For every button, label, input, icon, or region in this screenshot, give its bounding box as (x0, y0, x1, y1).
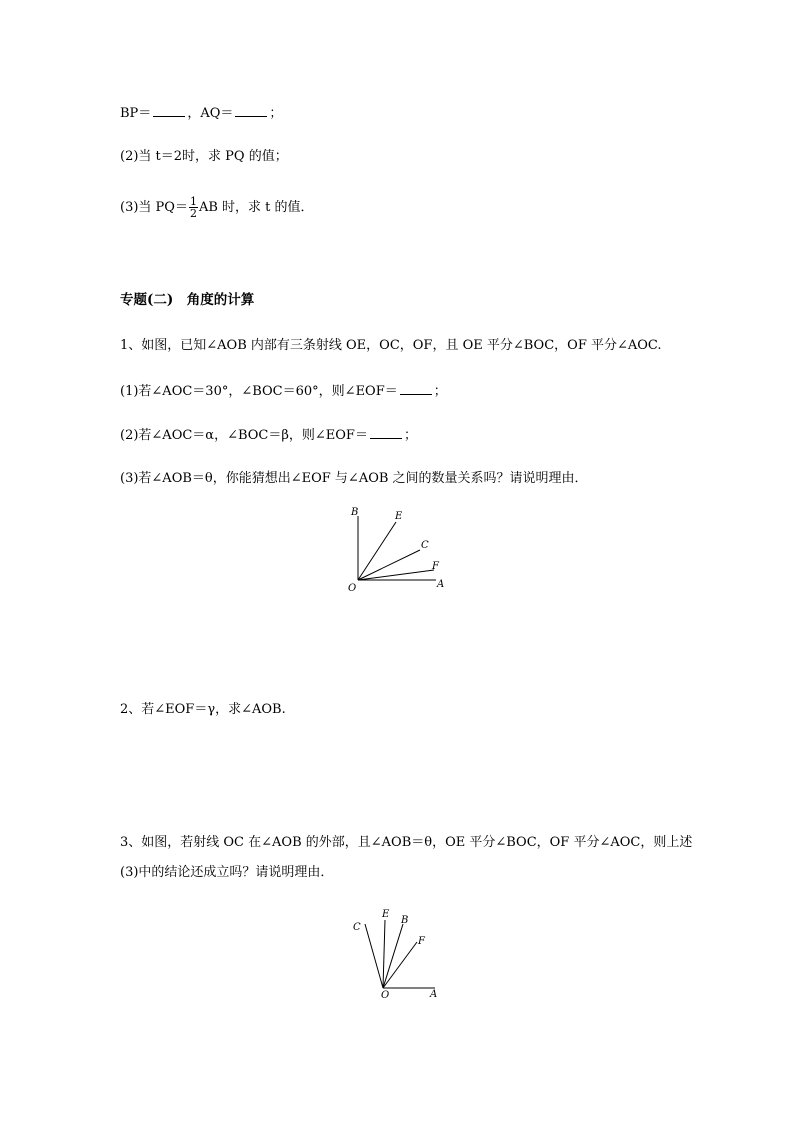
question-3-prefix: (3)当 PQ＝ (120, 200, 188, 215)
problem-1-part-2 (120, 426, 417, 445)
ray-oe (383, 920, 385, 988)
problem-2-text: 2、若∠EOF＝γ，求∠AOB. (120, 702, 286, 717)
problem-1-part-2-text: (2)若∠AOC＝α，∠BOC＝β，则∠EOF＝ (120, 428, 368, 443)
problem-1-part-1 (120, 382, 447, 401)
label-f: F (418, 936, 425, 947)
part-1-end: ； (433, 384, 447, 399)
bp-aq-end: ； (269, 106, 283, 121)
label-e: E (395, 511, 403, 522)
section-title: 专题(二) 角度的计算 (120, 292, 255, 308)
label-a: A (430, 989, 438, 1000)
aq-blank (235, 104, 267, 117)
aq-label: ，AQ＝ (187, 106, 234, 121)
question-3-line (120, 196, 314, 219)
problem-1-part-1-text: (1)若∠AOC＝30°，∠BOC＝60°，则∠EOF＝ (120, 384, 398, 399)
angle-figure-2 (345, 906, 455, 1002)
label-b: B (401, 915, 409, 926)
label-o: O (348, 583, 357, 594)
label-a: A (437, 579, 445, 590)
fraction-numerator: 1 (189, 195, 197, 208)
part-1-blank (400, 382, 432, 395)
label-b: B (351, 507, 359, 518)
bp-blank (153, 104, 185, 117)
label-c: C (353, 922, 361, 933)
ray-oc (365, 924, 383, 988)
bp-label: BP＝ (120, 106, 152, 121)
problem-1-part-3: (3)若∠AOB＝θ，你能猜想出∠EOF 与∠AOB 之间的数量关系吗？请说明理由． (120, 471, 588, 486)
label-o: O (381, 990, 390, 1001)
angle-figure-1 (340, 504, 460, 596)
one-half-fraction (189, 196, 198, 219)
ray-ob (383, 924, 403, 988)
part-2-end: ； (403, 428, 417, 443)
problem-3-line-1: 3、如图，若射线 OC 在∠AOB 的外部，且∠AOB＝θ，OE 平分∠BOC，OF 平分∠AOC，则上述 (120, 835, 693, 850)
problem-3-line-2: (3)中的结论还成立吗？请说明理由． (120, 865, 334, 880)
question-3-suffix: AB 时，求 t 的值． (198, 200, 314, 215)
label-e: E (382, 909, 390, 920)
label-f: F (432, 561, 439, 572)
part-2-blank (370, 426, 402, 439)
question-2-text: (2)当 t＝2时，求 PQ 的值； (120, 149, 288, 164)
bp-aq-line (120, 104, 282, 123)
label-c: C (421, 540, 429, 551)
fraction-denominator: 2 (189, 207, 197, 220)
problem-1-intro: 1、如图，已知∠AOB 内部有三条射线 OE，OC，OF，且 OE 平分∠BOC，OF 平分∠AOC. (120, 338, 662, 353)
ray-of (383, 942, 417, 988)
